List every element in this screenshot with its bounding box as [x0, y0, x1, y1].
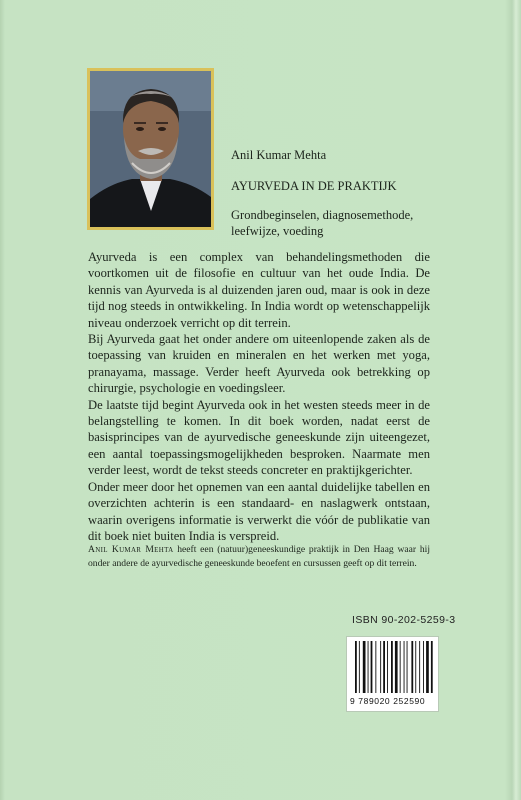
author-photo: [87, 68, 214, 230]
blurb-paragraph: De laatste tijd begint Ayurveda ook in het westen steeds meer in de belangstelling te komen. In dit boek worden, nadat eerst de basisprincipes van de ayurvedische geneeskunde zijn uiteengezet, een aantal toepassingsmogelijkheden besproken. Naarmate men verder leest, wordt de tekst steeds concreter en praktijkgerichter.: [88, 397, 430, 478]
blurb-text: [88, 249, 430, 544]
author-name: Anil Kumar Mehta: [231, 148, 327, 162]
book-subtitle: Grondbeginselen, diagnosemethode, leefwijze, voeding: [231, 208, 414, 238]
book-title: AYURVEDA IN DE PRAKTIJK: [231, 179, 397, 193]
blurb-paragraph: Bij Ayurveda gaat het onder andere om uiteenlopende zaken als de toepassing van kruiden en mineralen en het werken met yoga, pranayama, massage. Verder heeft Ayurveda ook betrekking op chirurgie, psychologie en voedingsleer.: [88, 332, 430, 396]
author-portrait-icon: [90, 71, 211, 227]
bio-text: heeft een (natuur)geneeskundige praktijk in Den Haag waar hij onder andere de ayurvedische geneeskunde beoefent en cursussen geeft op dit terrein.: [88, 544, 430, 569]
barcode-digits: 9 789020 252590: [350, 696, 426, 706]
blurb-paragraph: Onder meer door het opnemen van een aantal duidelijke tabellen en overzichten achterin is een standaard- en naslagwerk ontstaan, waarin overigens informatie is verwerkt die vóór de publikatie van dit boek niet buiten India is verspreid.: [88, 479, 430, 543]
isbn-label: ISBN 90-202-5259-3: [352, 614, 456, 626]
bio-author-name: Anil Kumar Mehta: [88, 544, 174, 555]
author-bio: [88, 543, 430, 571]
blurb-paragraph: Ayurveda is een complex van behandelingsmethoden die voortkomen uit de filosofie en cultuur van het oude India. De kennis van Ayurveda is al duizenden jaren oud, maar is ook in deze tijd nog steeds in ontwikkeling. In India wordt op wetenschappelijk niveau onderzoek verricht op dit terrein.: [88, 250, 430, 330]
barcode-icon: [347, 637, 438, 697]
